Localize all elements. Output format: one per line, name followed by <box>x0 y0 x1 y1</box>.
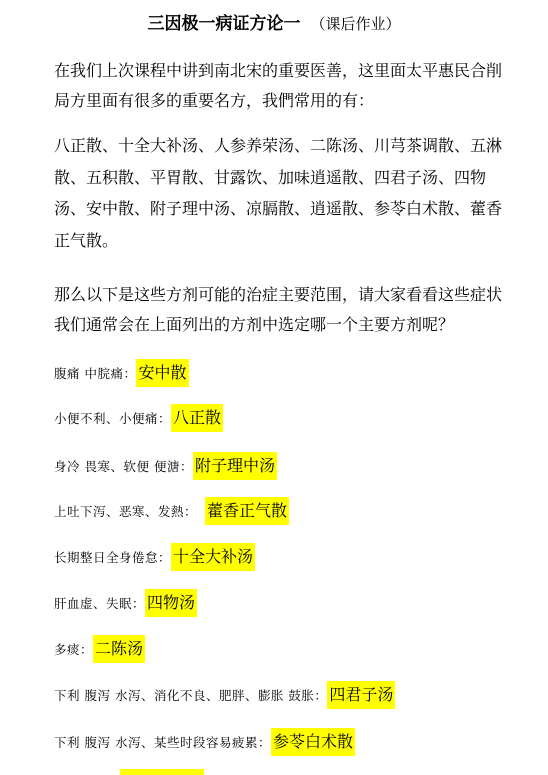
symptom-text: 肝血虚、失眠： <box>54 596 146 611</box>
answer-item <box>54 402 223 434</box>
answer-item <box>54 633 145 665</box>
formula-answer: 藿香正气散 <box>205 497 289 525</box>
symptom-text: 下利 腹泻 水泻、消化不良、肥胖、膨胀 鼓胀： <box>54 688 328 703</box>
answer-item <box>54 726 355 758</box>
page-title: 三因极一病证方论一 <box>147 14 301 34</box>
symptom-text: 腹痛 中脘痛： <box>54 366 137 381</box>
answer-item <box>54 495 289 527</box>
formula-answer: 四君子汤 <box>327 681 395 709</box>
answer-item <box>54 357 189 389</box>
answer-item <box>54 450 277 482</box>
page-subtitle: （课后作业） <box>310 15 401 33</box>
symptom-text: 多痰： <box>54 642 94 657</box>
answer-item <box>54 679 395 711</box>
formula-answer: 安中散 <box>136 359 188 387</box>
cut-off-highlight <box>120 769 204 775</box>
intro-paragraph: 在我们上次课程中讲到南北宋的重要医善，这里面太平惠民合削局方里面有很多的重要名方，我們常用的有： <box>54 61 503 110</box>
header <box>0 9 548 34</box>
formula-answer: 二陈汤 <box>93 635 145 663</box>
formula-answer: 十全大补汤 <box>171 543 255 571</box>
formula-answer: 参苓白术散 <box>271 728 355 756</box>
question-paragraph: 那么以下是这些方剂可能的治症主要范围，请大家看看这些症状我们通常会在上面列出的方剂中选定哪一个主要方剂呢？ <box>54 285 503 334</box>
symptom-text: 身冷 畏寒、软便 便溏： <box>54 459 193 474</box>
symptom-text: 下利 腹泻 水泻、某些时段容易疲累： <box>54 735 271 750</box>
formula-answer: 八正散 <box>171 404 223 432</box>
formula-answer: 附子理中汤 <box>193 452 277 480</box>
formula-answer: 四物汤 <box>145 589 197 617</box>
answer-item <box>54 541 255 573</box>
answer-item <box>54 587 197 619</box>
formula-list-paragraph: 八正散、十全大补汤、人参养荣汤、二陈汤、川芎茶调散、五淋散、五积散、平胃散、甘露饮、加味逍遥散、四君子汤、四物汤、安中散、附子理中汤、凉膈散、逍遥散、参苓白术散、藿香正气散。 <box>54 136 503 250</box>
symptom-text: 长期整日全身倦怠： <box>54 550 172 565</box>
symptom-text: 小便不利、小便痛： <box>54 411 172 426</box>
symptom-text: 上吐下泻、恶寒、发熱： <box>54 504 198 519</box>
